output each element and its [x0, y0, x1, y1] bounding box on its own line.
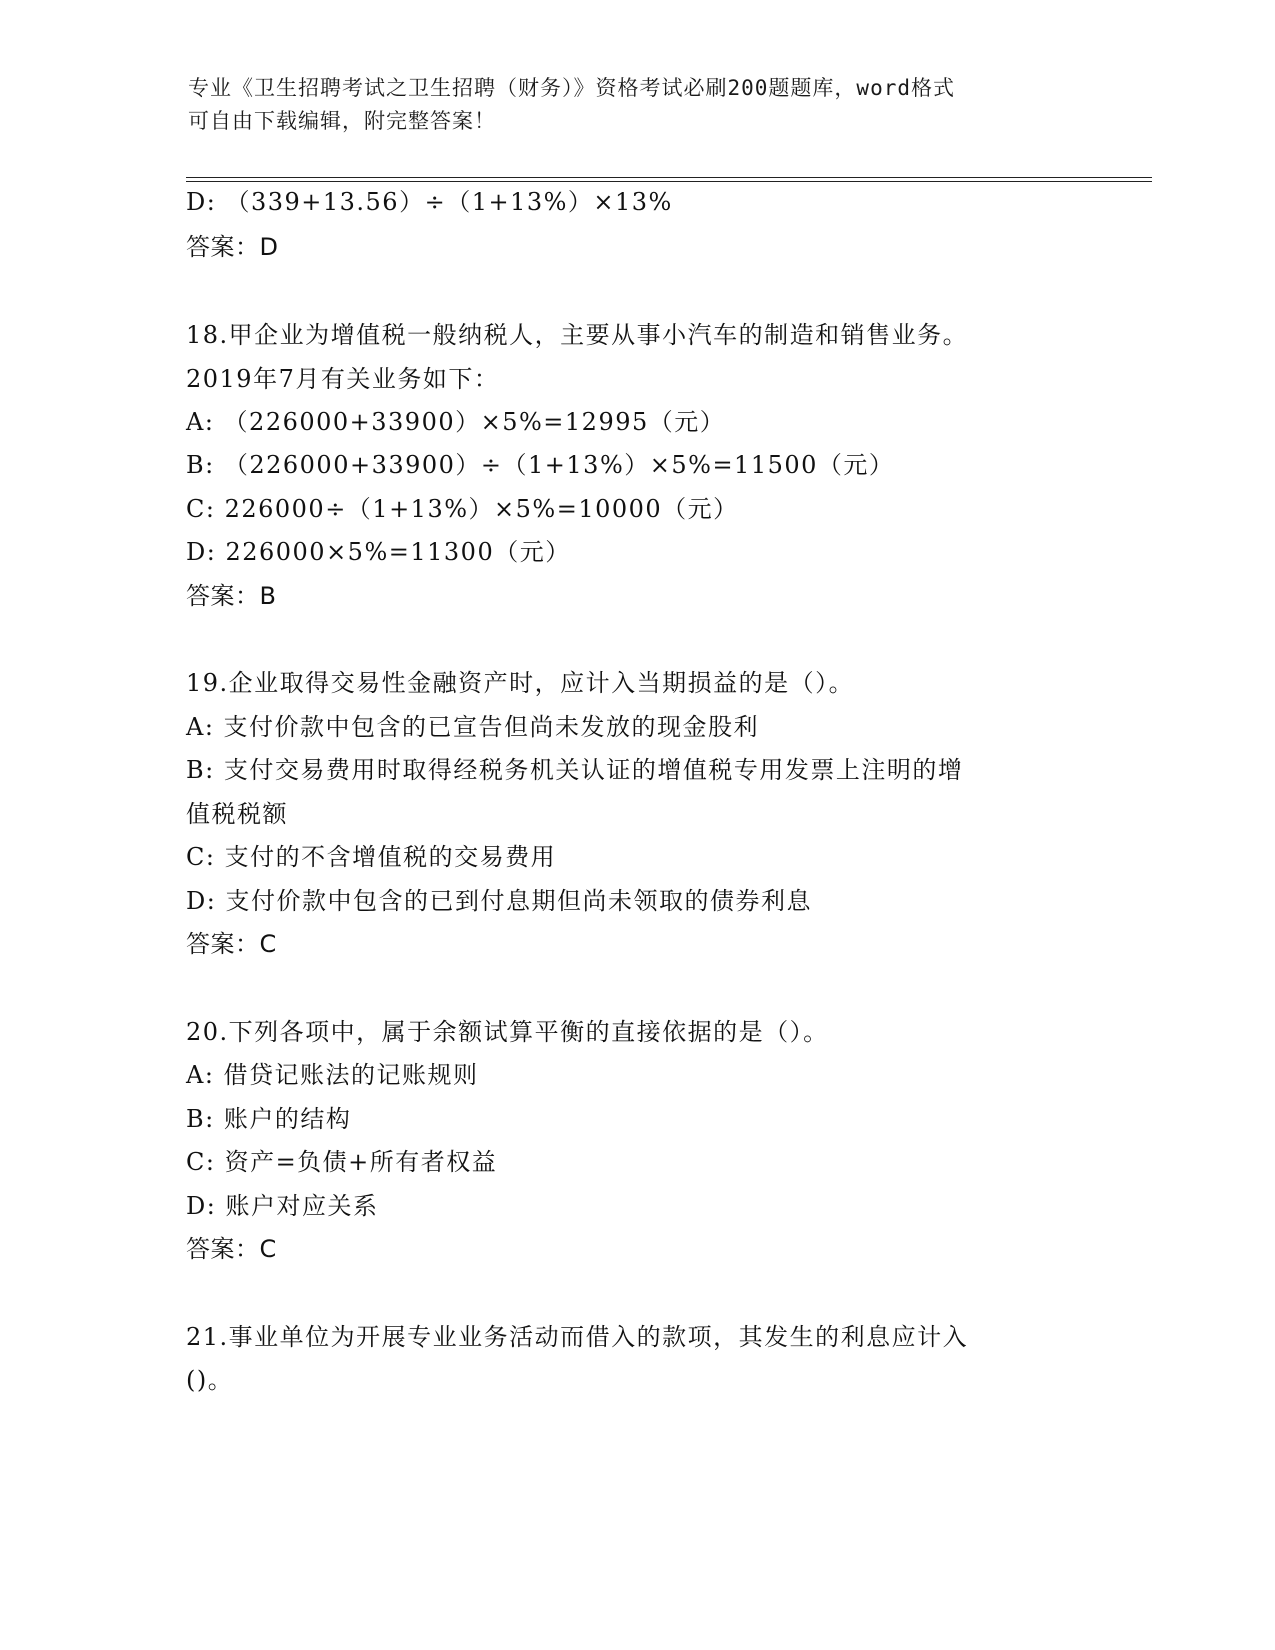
- option-b-q19: B: 支付交易费用时取得经税务机关认证的增值税专用发票上注明的增: [186, 756, 964, 784]
- answer-q17: 答案：D: [186, 233, 279, 261]
- option-b-q19-continued: 值税税额: [186, 800, 288, 828]
- question-19: 19.企业取得交易性金融资产时，应计入当期损益的是（）。: [186, 669, 855, 697]
- option-b-q20: B: 账户的结构: [186, 1105, 352, 1133]
- document-header: [188, 72, 1088, 138]
- option-d-q18: D: 226000×5%=11300（元）: [186, 538, 571, 566]
- question-21: 21.事业单位为开展专业业务活动而借入的款项，其发生的利息应计入: [186, 1323, 969, 1351]
- option-a-q18: A: （226000+33900）×5%=12995（元）: [186, 408, 726, 436]
- header-line-1: 专业《卫生招聘考试之卫生招聘（财务）》资格考试必刷200题题库，word格式: [188, 76, 955, 100]
- header-line-2: 可自由下载编辑，附完整答案！: [188, 109, 496, 133]
- option-a-q20: A: 借贷记账法的记账规则: [186, 1061, 479, 1089]
- option-d-q19: D: 支付价款中包含的已到付息期但尚未领取的债券利息: [186, 887, 812, 915]
- answer-q20: 答案：C: [186, 1235, 277, 1263]
- option-c-q20: C: 资产=负债+所有者权益: [186, 1148, 498, 1176]
- option-c-q18: C: 226000÷（1+13%）×5%=10000（元）: [186, 495, 739, 523]
- option-d-q17: D: （339+13.56）÷（1+13%）×13%: [186, 188, 673, 216]
- answer-q19: 答案：C: [186, 930, 277, 958]
- answer-q18: 答案：B: [186, 582, 277, 610]
- header-rule-top: [186, 177, 1152, 178]
- option-d-q20: D: 账户对应关系: [186, 1192, 379, 1220]
- question-21-continued: ()。: [186, 1366, 234, 1394]
- option-b-q18: B: （226000+33900）÷（1+13%）×5%=11500（元）: [186, 451, 895, 479]
- option-c-q19: C: 支付的不含增值税的交易费用: [186, 843, 557, 871]
- question-18-continued: 2019年7月有关业务如下：: [186, 365, 500, 393]
- question-18: 18.甲企业为增值税一般纳税人，主要从事小汽车的制造和销售业务。: [186, 321, 969, 349]
- question-20: 20.下列各项中，属于余额试算平衡的直接依据的是（）。: [186, 1018, 829, 1046]
- option-a-q19: A: 支付价款中包含的已宣告但尚未发放的现金股利: [186, 713, 760, 741]
- header-rule-bottom: [186, 181, 1152, 182]
